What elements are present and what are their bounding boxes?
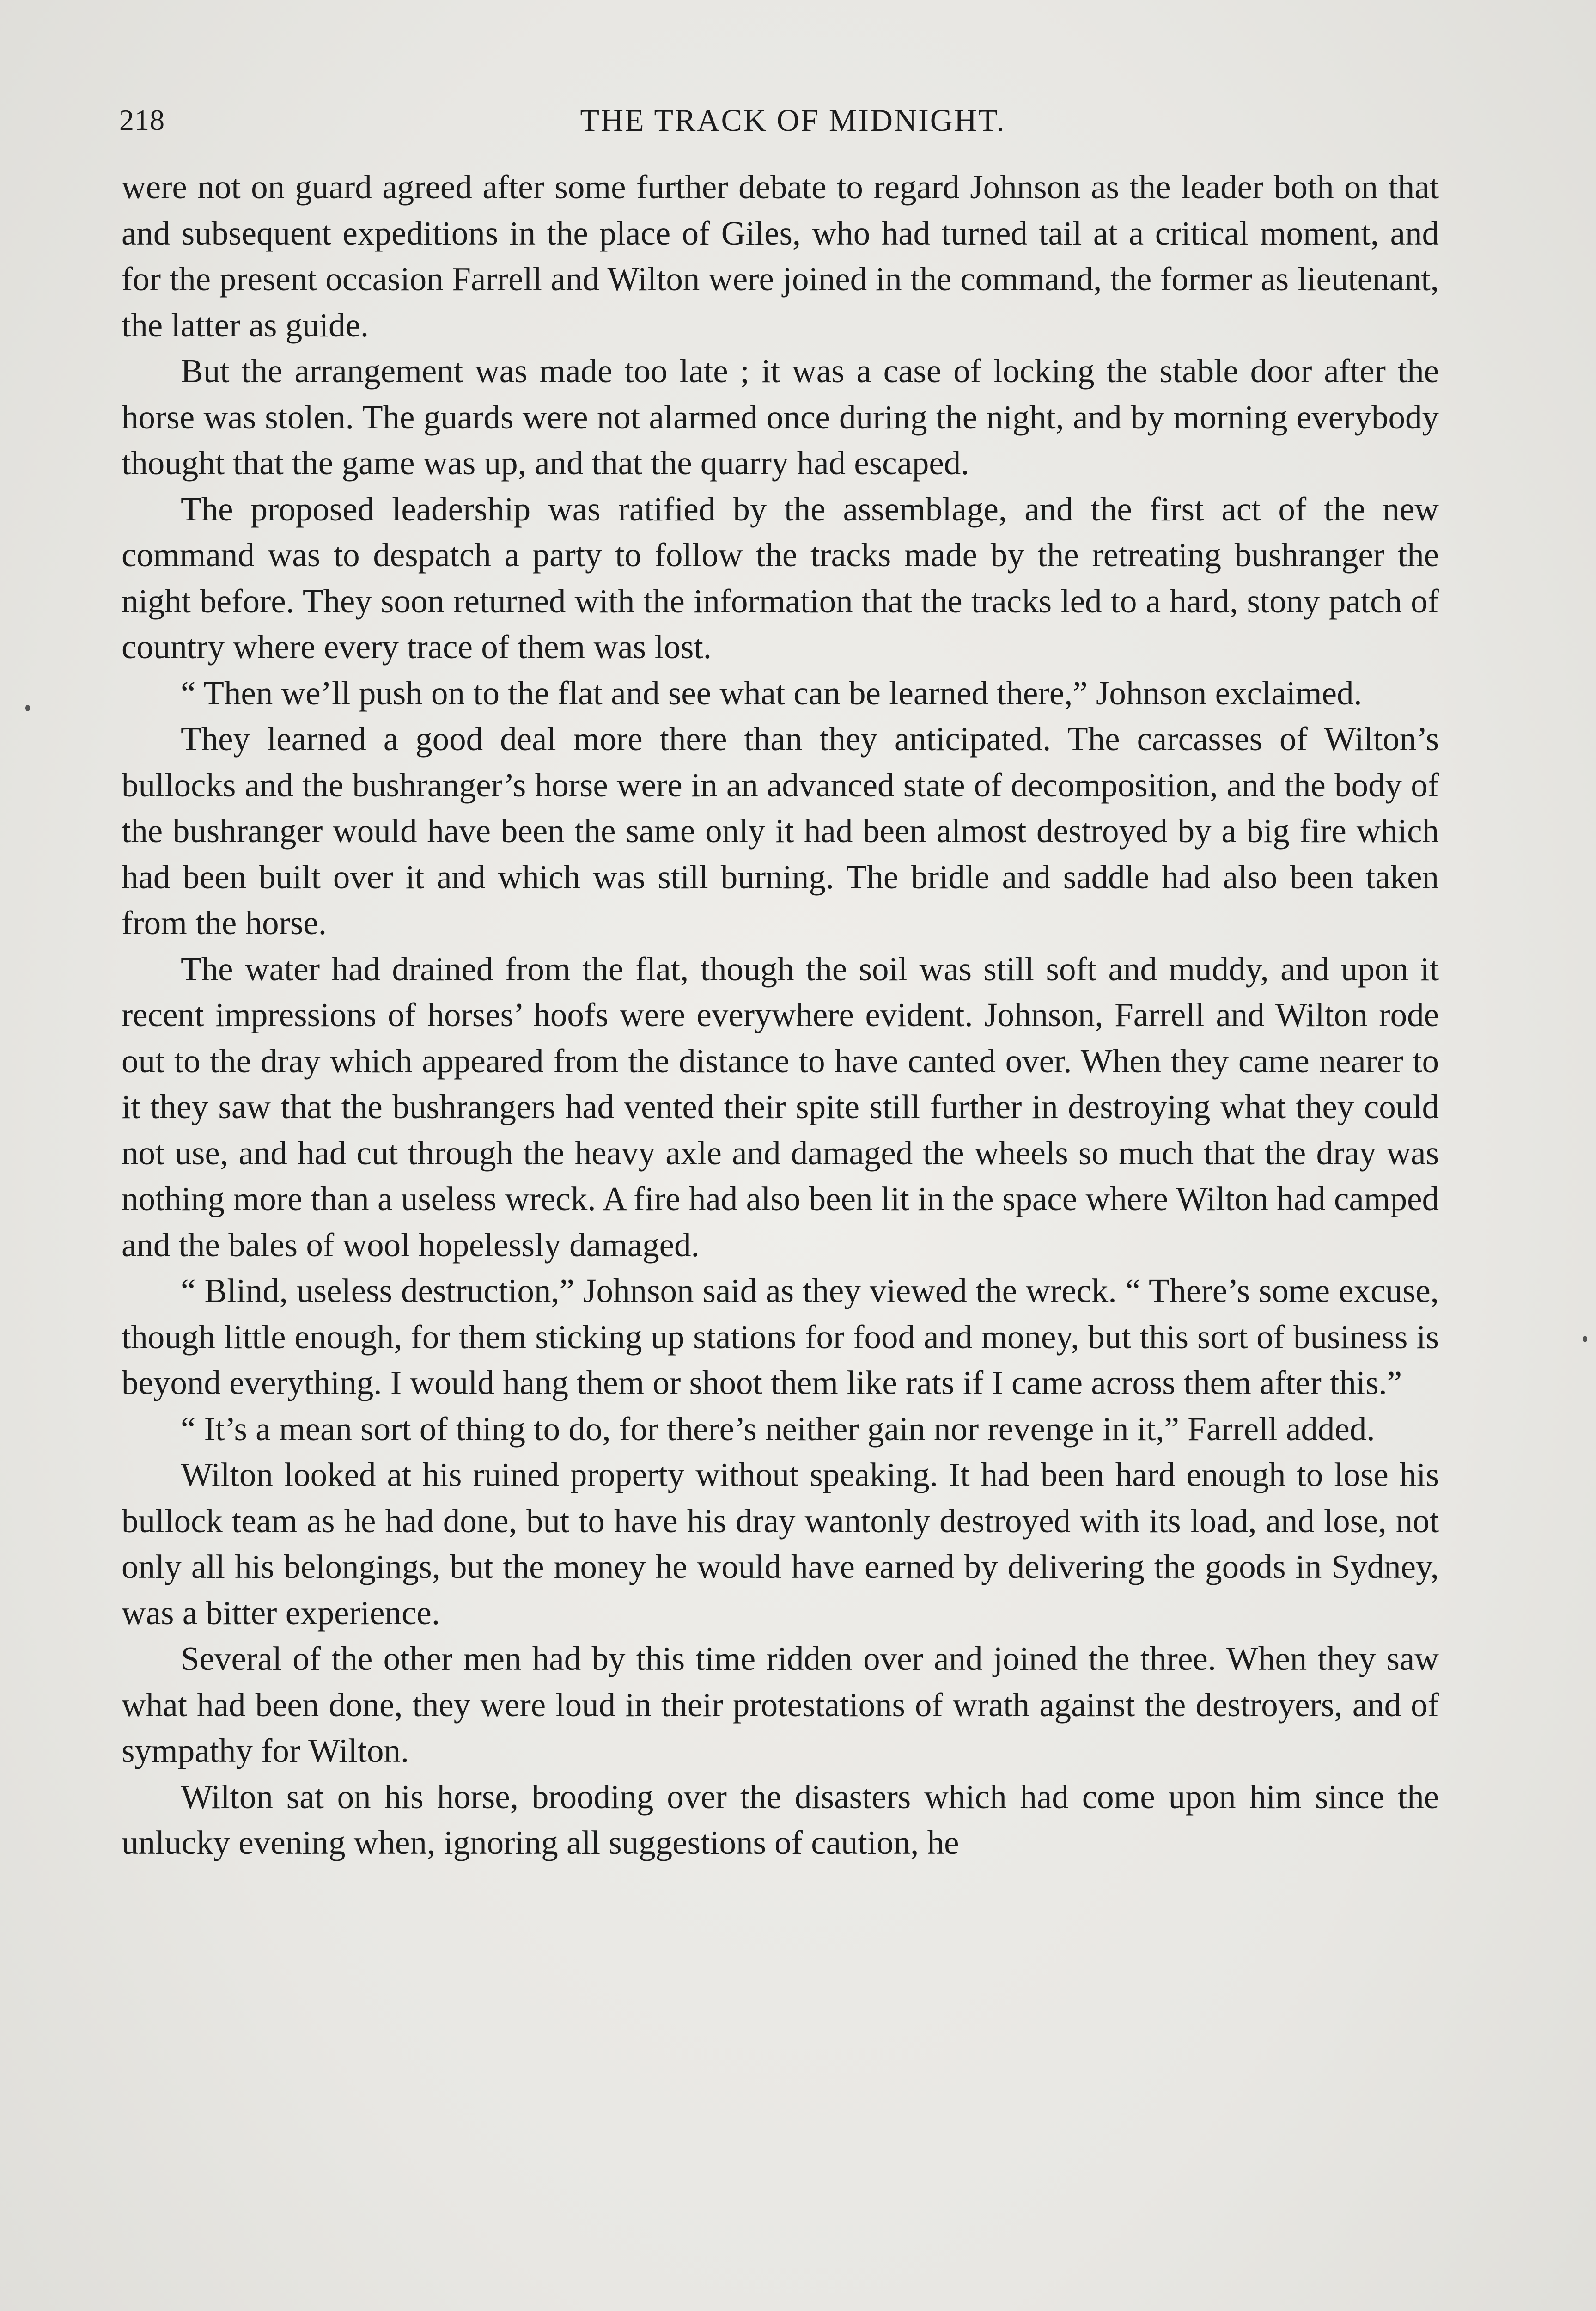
paragraph: The water had drained from the flat, though the soil was still soft and muddy, and upon it recent impressions of horses’ hoofs were everywhere evident. Johnson, Farrell and Wilton rode out to the dray which appeared from the distance to have canted over. When they came nearer to it they saw that the bushrangers had vented their spite still further in destroying what they could not use, and had cut through the heavy axle and damaged the wheels so much that the dray was nothing more than a useless wreck. A fire had also been lit in the space where Wilton had camped and the bales of wool hopelessly damaged. [122, 950, 1439, 1264]
paragraph: Wilton sat on his horse, brooding over the disasters which had come upon him since the unlucky evening when, ignoring all suggestions of caution, he [122, 1778, 1439, 1861]
running-title: THE TRACK OF MIDNIGHT. [580, 103, 1006, 138]
print-speck [25, 705, 30, 711]
page-number: 218 [119, 104, 165, 136]
paragraph: The proposed leadership was ratified by the assemblage, and the first act of the new command was to despatch a party to follow the tracks made by the retreating bushranger the night before. They soon returned with the information that the tracks led to a hard, stony patch of country where every trace of them was lost. [122, 490, 1439, 666]
paragraph: were not on guard agreed after some further debate to regard Johnson as the leader both on that and subsequent expeditions in the place of Giles, who had turned tail at a critical moment, and for the present occasion Farrell and Wilton were joined in the command, the former as lieutenant, the latter as guide. [122, 168, 1439, 344]
paragraph: But the arrangement was made too late ; it was a case of locking the stable door after the horse was stolen. The guards were not alarmed once during the night, and by morning everybody thought that the game was up, and that the quarry had escaped. [122, 352, 1439, 482]
print-speck [1583, 1336, 1587, 1342]
paragraph: They learned a good deal more there than they anticipated. The carcasses of Wilton’s bullocks and the bushranger’s horse were in an advanced state of decomposition, and the body of the bushranger would have been the same only it had been almost destroyed by a big fire which had been built over it and which was still burning. The bridle and saddle had also been taken from the horse. [122, 720, 1439, 942]
body-text [122, 164, 1439, 1866]
paragraph: “ It’s a mean sort of thing to do, for there’s neither gain nor revenge in it,” Farrell added. [181, 1410, 1375, 1448]
paragraph: “ Blind, useless destruction,” Johnson said as they viewed the wreck. “ There’s some excuse, though little enough, for them sticking up stations for food and money, but this sort of business is beyond everything. I would hang them or shoot them like rats if I came across them after this.” [122, 1272, 1439, 1401]
paragraph: Several of the other men had by this time ridden over and joined the three. When they saw what had been done, they were loud in their protestations of wrath against the destroyers, and of sympathy for Wilton. [122, 1640, 1439, 1769]
running-head [119, 95, 1439, 146]
paragraph: Wilton looked at his ruined property without speaking. It had been hard enough to lose his bullock team as he had done, but to have his dray wantonly destroyed with its load, and lose, not only all his belongings, but the money he would have earned by delivering the goods in Sydney, was a bitter experience. [122, 1456, 1439, 1632]
paragraph: “ Then we’ll push on to the flat and see what can be learned there,” Johnson exclaimed. [181, 674, 1362, 712]
